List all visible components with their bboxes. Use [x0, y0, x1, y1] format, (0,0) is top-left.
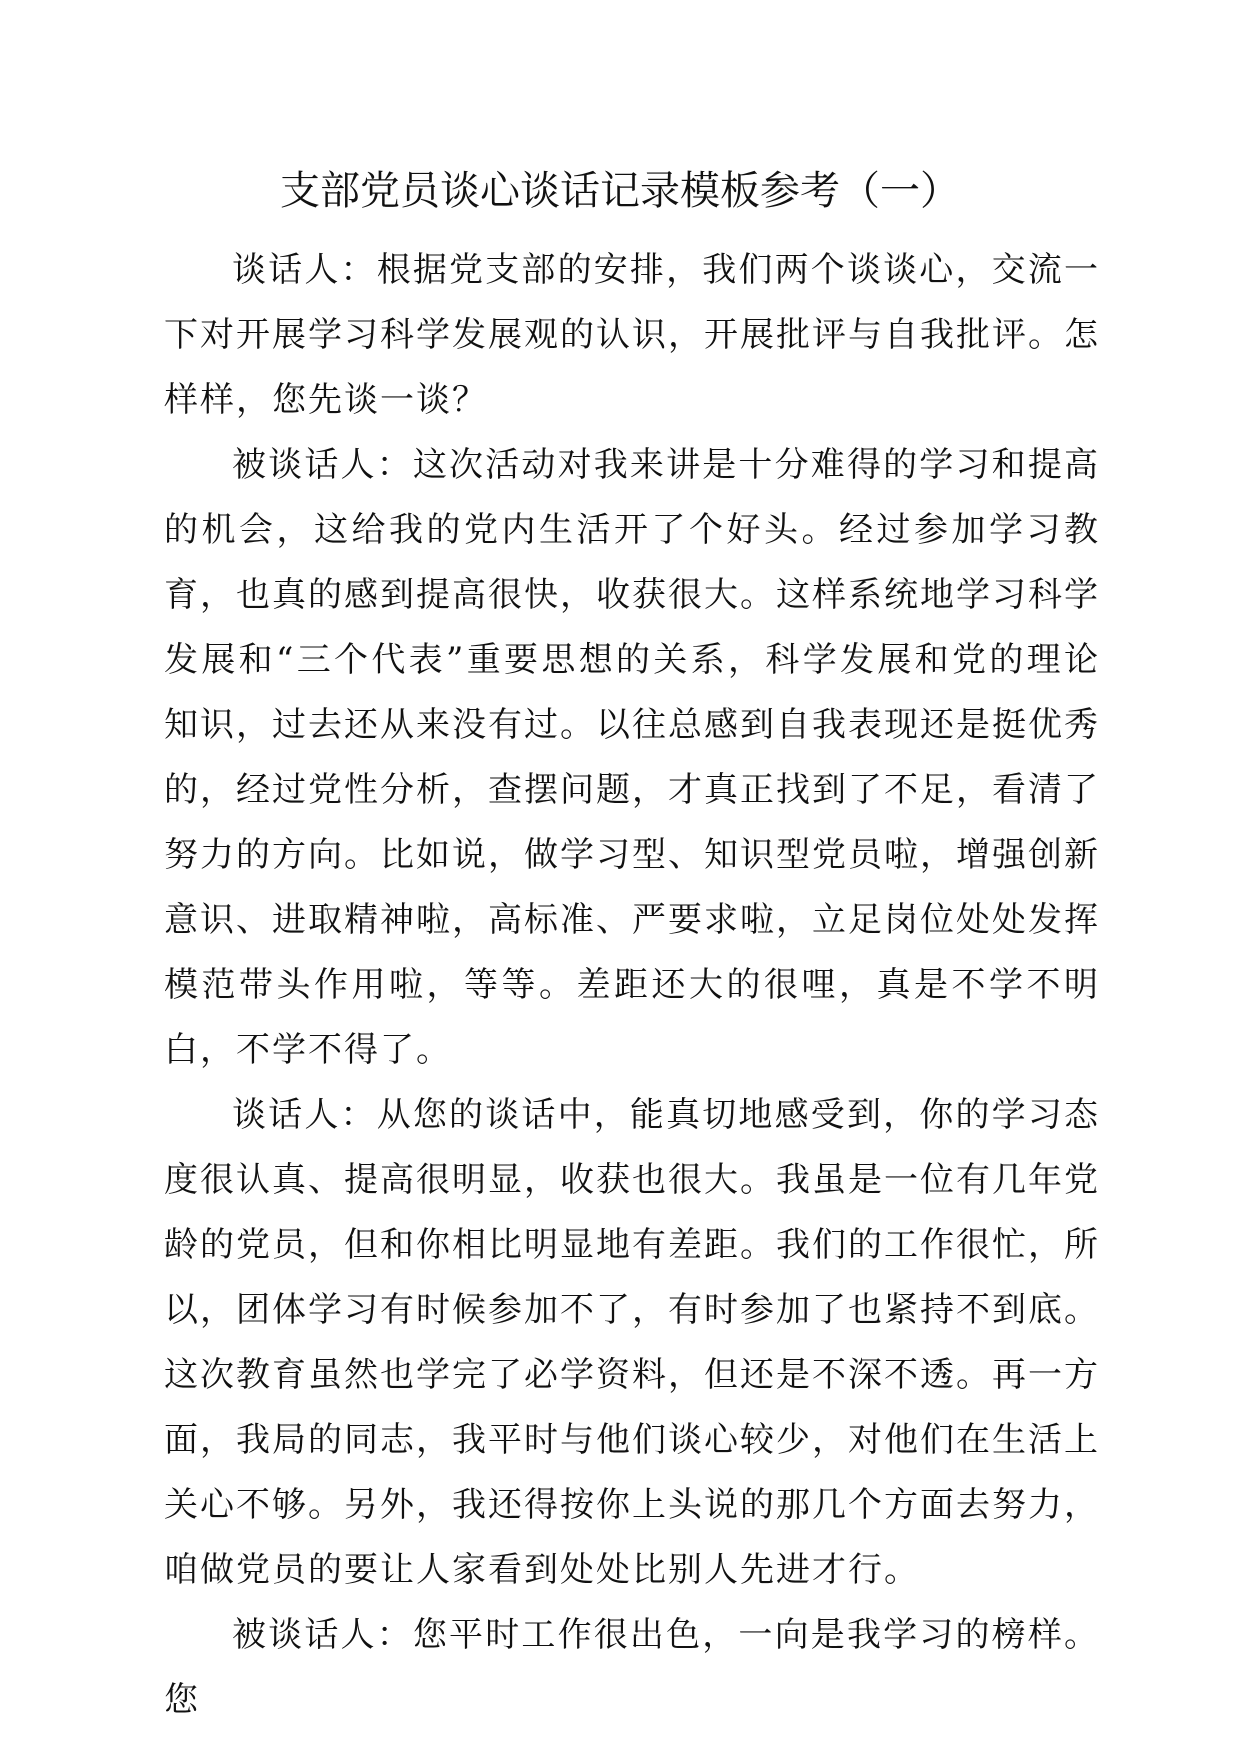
paragraph: 谈话人：根据党支部的安排，我们两个谈谈心，交流一下对开展学习科学发展观的认识，开展批评与自我批评。怎样样，您先谈一谈？ — [164, 250, 1100, 420]
paragraph: 被谈话人：这次活动对我来讲是十分难得的学习和提高的机会，这给我的党内生活开了个好头。经过参加学习教育，也真的感到提高很快，收获很大。这样系统地学习科学发展和“三个代表”重要思想的关系，科学发展和党的理论知识，过去还从来没有过。以往总感到自我表现还是挺优秀的，经过党性分析，查摆问题，才真正找到了不足，看清了努力的方向。比如说，做学习型、知识型党员啦，增强创新意识、进取精神啦，高标准、严要求啦，立足岗位处处发挥模范带头作用啦，等等。差距还大的很哩，真是不学不明白，不学不得了。 — [164, 445, 1100, 1070]
paragraph: 被谈话人：您平时工作很出色，一向是我学习的榜样。您 — [164, 1615, 1100, 1720]
document-body — [164, 238, 1100, 1733]
document-title: 支部党员谈心谈话记录模板参考（一） — [280, 168, 960, 214]
paragraph: 谈话人：从您的谈话中，能真切地感受到，你的学习态度很认真、提高很明显，收获也很大。我虽是一位有几年党龄的党员，但和你相比明显地有差距。我们的工作很忙，所以，团体学习有时候参加不了，有时参加了也紧持不到底。这次教育虽然也学完了必学资料，但还是不深不透。再一方面，我局的同志，我平时与他们谈心较少，对他们在生活上关心不够。另外，我还得按你上头说的那几个方面去努力，咱做党员的要让人家看到处处比别人先进才行。 — [164, 1095, 1100, 1590]
